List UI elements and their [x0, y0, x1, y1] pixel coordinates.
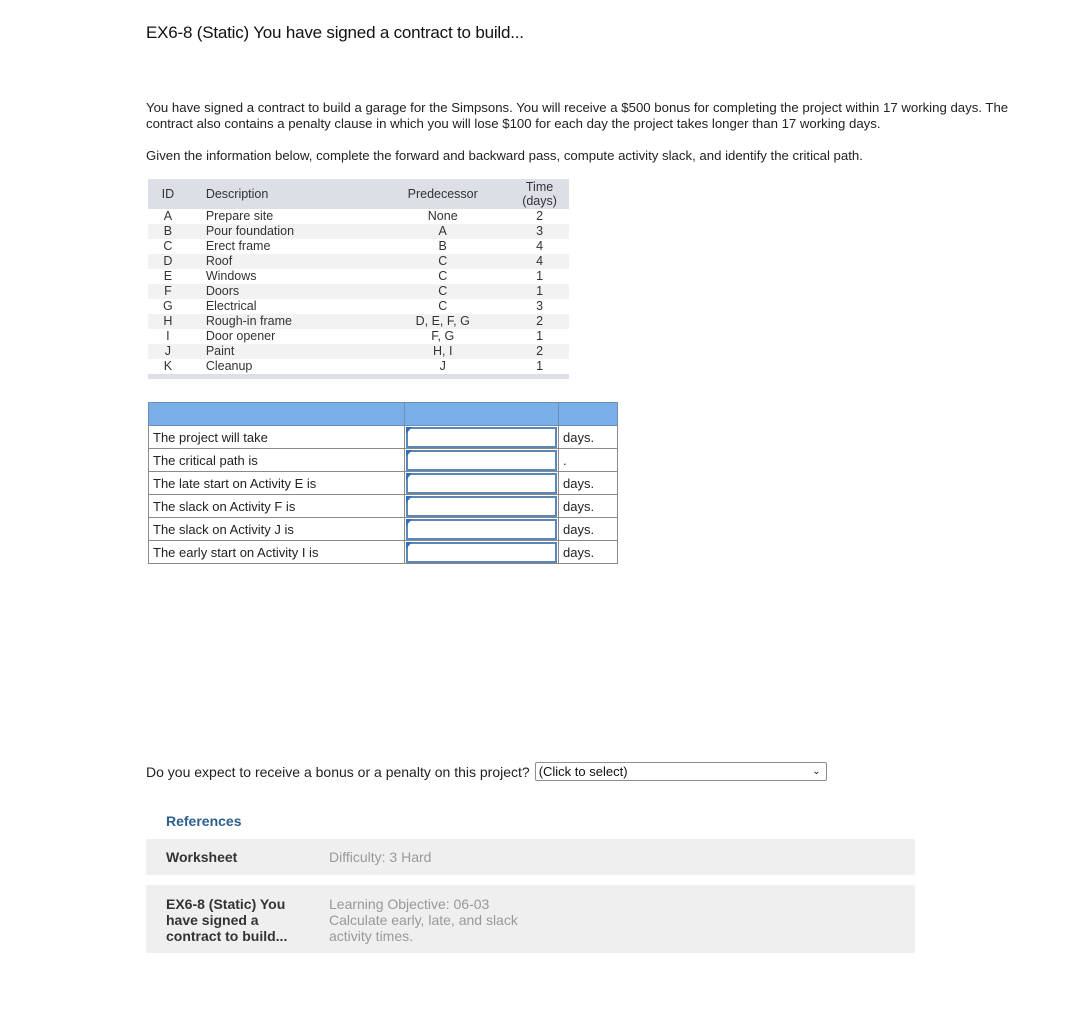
- activity-description: Doors: [188, 284, 375, 299]
- activity-predecessor: H, I: [375, 344, 510, 359]
- table-row: [148, 254, 569, 269]
- answer-input-cell: [405, 495, 559, 518]
- activity-description: Paint: [188, 344, 375, 359]
- answer-table-header: [149, 403, 618, 426]
- answer-input[interactable]: [406, 427, 557, 448]
- activity-id: G: [163, 299, 173, 313]
- header-predecessor: Predecessor: [375, 179, 510, 209]
- problem-reference-row: [146, 885, 915, 953]
- answer-row: [149, 426, 618, 449]
- answer-row: [149, 472, 618, 495]
- answer-row: [149, 541, 618, 564]
- activity-id: K: [148, 359, 188, 377]
- answer-label: The late start on Activity E is: [149, 472, 405, 495]
- input-marker-icon: [406, 427, 412, 434]
- activity-description: Electrical: [205, 299, 257, 313]
- activity-id: E: [163, 269, 173, 283]
- problem-statement: You have signed a contract to build a garage for the Simpsons. You will receive a $500 bonus for completing the project within 17 working days. The contract also contains a penalty clause in which you will lose $100 for each day the project takes longer than 17 working days.: [146, 100, 1009, 131]
- activity-description: Windows: [205, 269, 257, 283]
- activity-predecessor: C: [375, 254, 510, 269]
- worksheet-row: [146, 839, 915, 875]
- activity-predecessor: C: [375, 284, 510, 299]
- answer-unit: days.: [559, 426, 618, 449]
- activity-id: A: [163, 209, 173, 223]
- table-row: [148, 359, 569, 377]
- answer-unit: days.: [559, 541, 618, 564]
- table-row: [148, 239, 569, 254]
- answer-input[interactable]: [406, 519, 557, 540]
- worksheet-label: Worksheet: [166, 849, 238, 865]
- activity-predecessor: C: [438, 269, 448, 283]
- answer-unit: days.: [559, 495, 618, 518]
- answer-header-unit: [559, 403, 618, 426]
- table-row: [148, 344, 569, 359]
- header-time-label: Time (days): [522, 180, 557, 208]
- answer-table: [148, 402, 618, 564]
- table-row: [148, 209, 569, 224]
- learning-objective-text: Learning Objective: 06-03 Calculate early, late, and slack activity times.: [329, 896, 518, 944]
- chevron-down-icon: ⌄: [812, 766, 821, 777]
- problem-instructions: Given the information below, complete the forward and backward pass, compute activity slack, and identify the critical path.: [146, 148, 863, 163]
- table-row: [148, 299, 569, 314]
- input-marker-icon: [406, 473, 412, 480]
- activity-id: F: [148, 284, 188, 299]
- activity-time: 2: [510, 344, 569, 359]
- activity-predecessor: D, E, F, G: [375, 314, 510, 329]
- header-description: Description: [188, 179, 375, 209]
- activity-id: H: [148, 314, 188, 329]
- activity-time: 3: [510, 224, 569, 239]
- answer-label: The critical path is: [149, 449, 405, 472]
- activity-description: Pour foundation: [188, 224, 375, 239]
- input-marker-icon: [406, 542, 412, 549]
- bonus-question: [146, 762, 827, 781]
- references-link[interactable]: References: [166, 813, 242, 829]
- answer-row: [149, 518, 618, 541]
- activity-table-header: [148, 179, 569, 209]
- table-row: [148, 224, 569, 239]
- table-row: [148, 269, 569, 284]
- input-marker-icon: [406, 496, 412, 503]
- activity-time: 4: [510, 254, 569, 269]
- activity-description: Roof: [188, 254, 375, 269]
- activity-description: Cleanup: [188, 359, 375, 377]
- answer-unit: .: [559, 449, 618, 472]
- activity-description: Erect frame: [205, 239, 271, 253]
- activity-time: 1: [510, 359, 569, 377]
- answer-header-input: [405, 403, 559, 426]
- table-row: [148, 329, 569, 344]
- activity-time: 4: [536, 239, 544, 253]
- bonus-question-label: Do you expect to receive a bonus or a penalty on this project?: [146, 763, 530, 780]
- answer-input[interactable]: [406, 450, 557, 471]
- activity-description: Rough-in frame: [188, 314, 375, 329]
- activity-description: Prepare site: [205, 209, 274, 223]
- activity-id: J: [148, 344, 188, 359]
- activity-predecessor: C: [438, 299, 448, 313]
- bonus-select-value: (Click to select): [538, 764, 628, 779]
- activity-predecessor: J: [375, 359, 510, 377]
- answer-input-cell: [405, 426, 559, 449]
- activity-time: 1: [536, 329, 544, 343]
- activity-table: [148, 179, 569, 379]
- answer-input-cell: [405, 541, 559, 564]
- activity-id: I: [166, 329, 170, 343]
- activity-description: Door opener: [205, 329, 276, 343]
- page-title: EX6-8 (Static) You have signed a contract to build...: [146, 23, 524, 42]
- header-id: ID: [148, 179, 188, 209]
- answer-input-cell: [405, 449, 559, 472]
- activity-predecessor: A: [375, 224, 510, 239]
- activity-time: 2: [536, 209, 544, 223]
- bonus-penalty-select[interactable]: [535, 762, 827, 781]
- problem-reference-label: EX6-8 (Static) You have signed a contract to build...: [166, 896, 288, 944]
- activity-time: 3: [536, 299, 544, 313]
- activity-id: D: [148, 254, 188, 269]
- answer-input[interactable]: [406, 496, 557, 517]
- answer-row: [149, 449, 618, 472]
- difficulty-text: Difficulty: 3 Hard: [329, 849, 432, 865]
- answer-label: The project will take: [149, 426, 405, 449]
- activity-predecessor: None: [427, 209, 458, 223]
- input-marker-icon: [406, 450, 412, 457]
- answer-input-cell: [405, 472, 559, 495]
- answer-label: The slack on Activity F is: [149, 495, 405, 518]
- answer-input[interactable]: [406, 473, 557, 494]
- header-time: [510, 179, 569, 209]
- table-row: [148, 314, 569, 329]
- answer-label: The early start on Activity I is: [149, 541, 405, 564]
- answer-input-cell: [405, 518, 559, 541]
- answer-input[interactable]: [406, 542, 557, 563]
- answer-label: The slack on Activity J is: [149, 518, 405, 541]
- answer-row: [149, 495, 618, 518]
- answer-header-label: [149, 403, 405, 426]
- answer-table-body: [149, 426, 618, 564]
- activity-id: B: [148, 224, 188, 239]
- activity-time: 1: [510, 284, 569, 299]
- activity-time: 2: [510, 314, 569, 329]
- input-marker-icon: [406, 519, 412, 526]
- activity-predecessor: B: [438, 239, 447, 253]
- activity-table-body: [148, 209, 569, 377]
- activity-predecessor: F, G: [431, 329, 455, 343]
- activity-time: 1: [536, 269, 544, 283]
- answer-unit: days.: [559, 518, 618, 541]
- activity-id: C: [163, 239, 173, 253]
- answer-unit: days.: [559, 472, 618, 495]
- table-row: [148, 284, 569, 299]
